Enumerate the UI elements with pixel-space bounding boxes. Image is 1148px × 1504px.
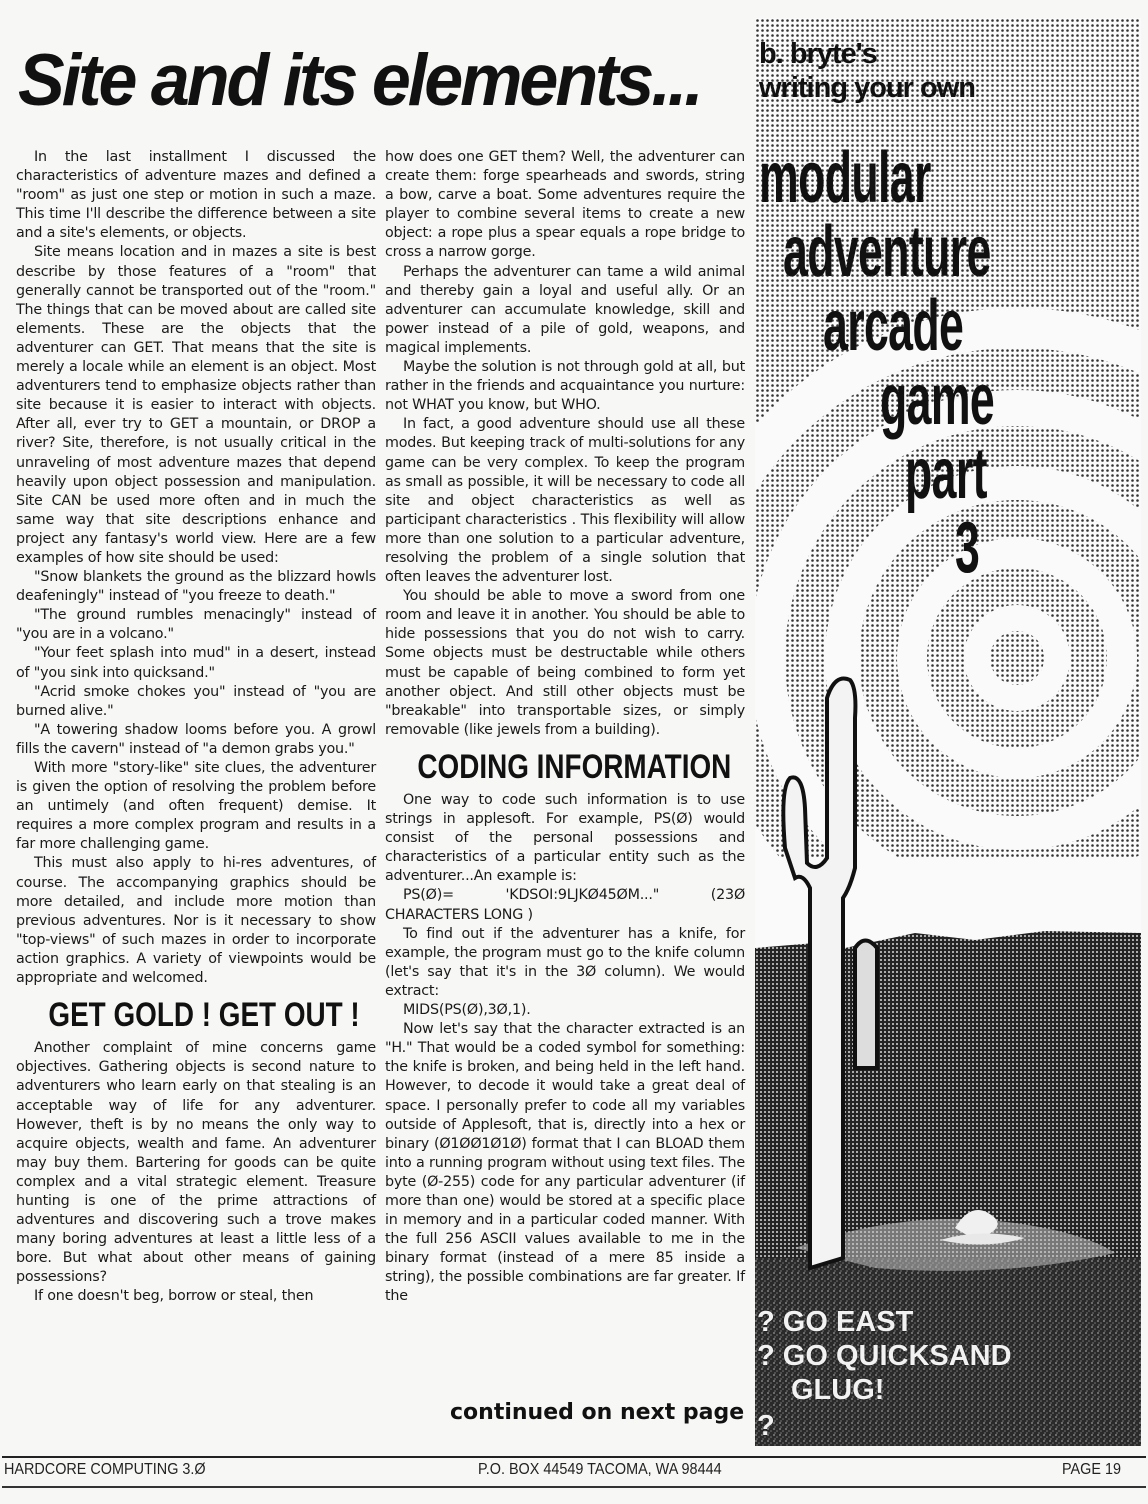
paragraph: In the last installment I discussed the characteristics of adventure mazes and defined a "room" as just one step or motion in such a maze. This time I'll describe the difference between a site and a site's elements, or objects.	[16, 149, 376, 242]
paragraph: how does one GET them? Well, the adventurer can create them: forge spearheads and swords, string a bow, carve a boat. Some adventures require the player to combine several items to create a new object: a rope plus a spear equals a rope bridge to cross a narrow gorge.	[385, 149, 745, 261]
paragraph: This must also apply to hi-res adventures, of course. The accompanying graphics should be more detailed, and include more motion than previous adventures. Nor is it necessary to show "top-views" of such mazes in order to incorporate action graphics. A variety of viewpoints would be appropriate and welcomed.	[16, 855, 376, 987]
footer-address: P.O. BOX 44549 TACOMA, WA 98444	[478, 1461, 722, 1478]
headline-word: 3	[955, 508, 980, 588]
paragraph: "Your feet splash into mud" in a desert, instead of "you sink into quicksand."	[16, 645, 376, 681]
command-line: ?	[757, 1410, 775, 1442]
headline-word: part	[905, 434, 987, 514]
paragraph: To find out if the adventurer has a knife, for example, the program must go to the knife column (let's say that it's in the 3Ø column). We would extract:	[385, 925, 745, 999]
section-heading-coding-information: CODING INFORMATION	[417, 747, 732, 786]
sidebar-illustration	[755, 18, 1141, 1446]
paragraph: One way to code such information is to use strings in applesoft. For example, PS(Ø) would consist of the personal possessions and characteristics of a particular entity such as the adventurer...An example is:	[385, 792, 745, 885]
article-column-1	[16, 148, 376, 1307]
headline-word: modular	[759, 138, 931, 218]
paragraph: With more "story-like" site clues, the adventurer is given the option of resolving the problem before an untimely (and often frequent) demise. It requires a more complex program and results in a far more challenging game.	[16, 760, 376, 853]
paragraph: "The ground rumbles menacingly" instead of "you are in a volcano."	[16, 607, 376, 643]
paragraph: Site means location and in mazes a site is best describe by those features of a "room" that generally cannot be transported out of the "room." The things that can be moved about are called site elements. These are the objects that the adventurer can GET. That means that the site is merely a locale while an element is an object. Most adventurers tend to emphasize objects rather than site because it is easier to interact with objects. After all, ever try to GET a mountain, or DROP a river? Site, therefore, is not usually critical in the unraveling of most adventure mazes that depend heavily upon object possession and manipulation. Site CAN be used more often and in much the same way that site descriptions enhance and project any fantasy's world view. Here are a few examples of how site should be used:	[16, 244, 376, 566]
command-line: ? GO EAST	[757, 1306, 914, 1338]
footer-publication: HARDCORE COMPUTING 3.Ø	[4, 1461, 206, 1478]
command-line: ? GO QUICKSAND	[757, 1340, 1012, 1372]
code-example: PS(Ø)= 'KDSOI:9LJKØ45ØM..." (23Ø CHARACTERS LONG )	[385, 887, 745, 923]
footer-divider-top	[2, 1456, 1146, 1458]
section-heading-get-gold: GET GOLD ! GET OUT !	[48, 996, 360, 1035]
headline-word: game	[880, 360, 995, 440]
footer-page-number: PAGE 19	[1062, 1461, 1121, 1478]
headline-word: adventure	[783, 212, 991, 292]
paragraph: "A towering shadow looms before you. A growl fills the cavern" instead of "a demon grabs you."	[16, 721, 376, 757]
paragraph: "Snow blankets the ground as the blizzard howls deafeningly" instead of "you freeze to death."	[16, 569, 376, 605]
paragraph: "Acrid smoke chokes you" instead of "you are burned alive."	[16, 683, 376, 719]
paragraph: If one doesn't beg, borrow or steal, then	[34, 1288, 314, 1305]
paragraph: Another complaint of mine concerns game objectives. Gathering objects is second nature to adventurers who learn early on that stealing is an acceptable way of life for any adventurer. However, theft is by no means the only way to acquire objects, wealth and fame. An adventurer may buy them. Bartering for goods can be quite complex and a vital strategic element. Treasure hunting is one of the prime attractions of adventures and discovering such a trove makes many boring adventures at least a little less of a bore. But what about other means of gaining possessions?	[16, 1040, 376, 1286]
code-example: MIDS(PS(Ø),3Ø,1).	[403, 1002, 531, 1019]
paragraph: Perhaps the adventurer can tame a wild animal and thereby gain a loyal and useful ally. Or an adventurer can accumulate knowledge, skill and power instead of a pile of gold, weapons, and magical implements.	[385, 263, 745, 356]
series-kicker-line-1: b. bryte's	[759, 38, 877, 70]
continued-notice: continued on next page	[450, 1400, 745, 1425]
footer-divider-bottom	[2, 1486, 1146, 1488]
paragraph: Maybe the solution is not through gold at all, but rather in the friends and acquaintance you nurture: not WHAT you know, but WHO.	[385, 359, 745, 414]
command-line: GLUG!	[791, 1374, 885, 1406]
article-column-2	[385, 148, 745, 1307]
article-title: Site and its elements...	[18, 39, 701, 121]
series-kicker-line-2: writing your own	[759, 72, 975, 104]
headline-word: arcade	[823, 286, 964, 366]
paragraph: In fact, a good adventure should use all these modes. But keeping track of multi-solutions for any game can be very complex. To keep the program as small as possible, it will be necessary to code all site and object characteristics as well as participant characteristics . This flexibility will allow more than one solution to a particular adventure, resolving the problem of a single solution that often leaves the adventurer lost.	[385, 416, 745, 586]
paragraph: You should be able to move a sword from one room and leave it in another. You should be able to hide possessions that you do not wish to carry. Some objects must be destructable while others must be capable of being combined to form yet another object. And still other objects must be "breakable" into transportable sizes, or simply removable (like jewels from a building).	[385, 588, 745, 738]
paragraph: Now let's say that the character extracted is an "H." That would be a coded symbol for something: the knife is broken, and being held in the left hand. However, to decode it would take a great deal of space. I personally prefer to code all my variables outside of Applesoft, that is, directly into a hex or binary (Ø1ØØ1Ø1Ø) format that I can BLOAD them into a running program without using text files. The byte (Ø-255) code for any particular adventurer (if more than one) would be stored at a specific place in memory and in a particular coded manner. With the full 256 ASCII values available to me in the binary format (instead of a mere 85 inside a string), the possible combinations are far greater. If the	[385, 1021, 745, 1305]
